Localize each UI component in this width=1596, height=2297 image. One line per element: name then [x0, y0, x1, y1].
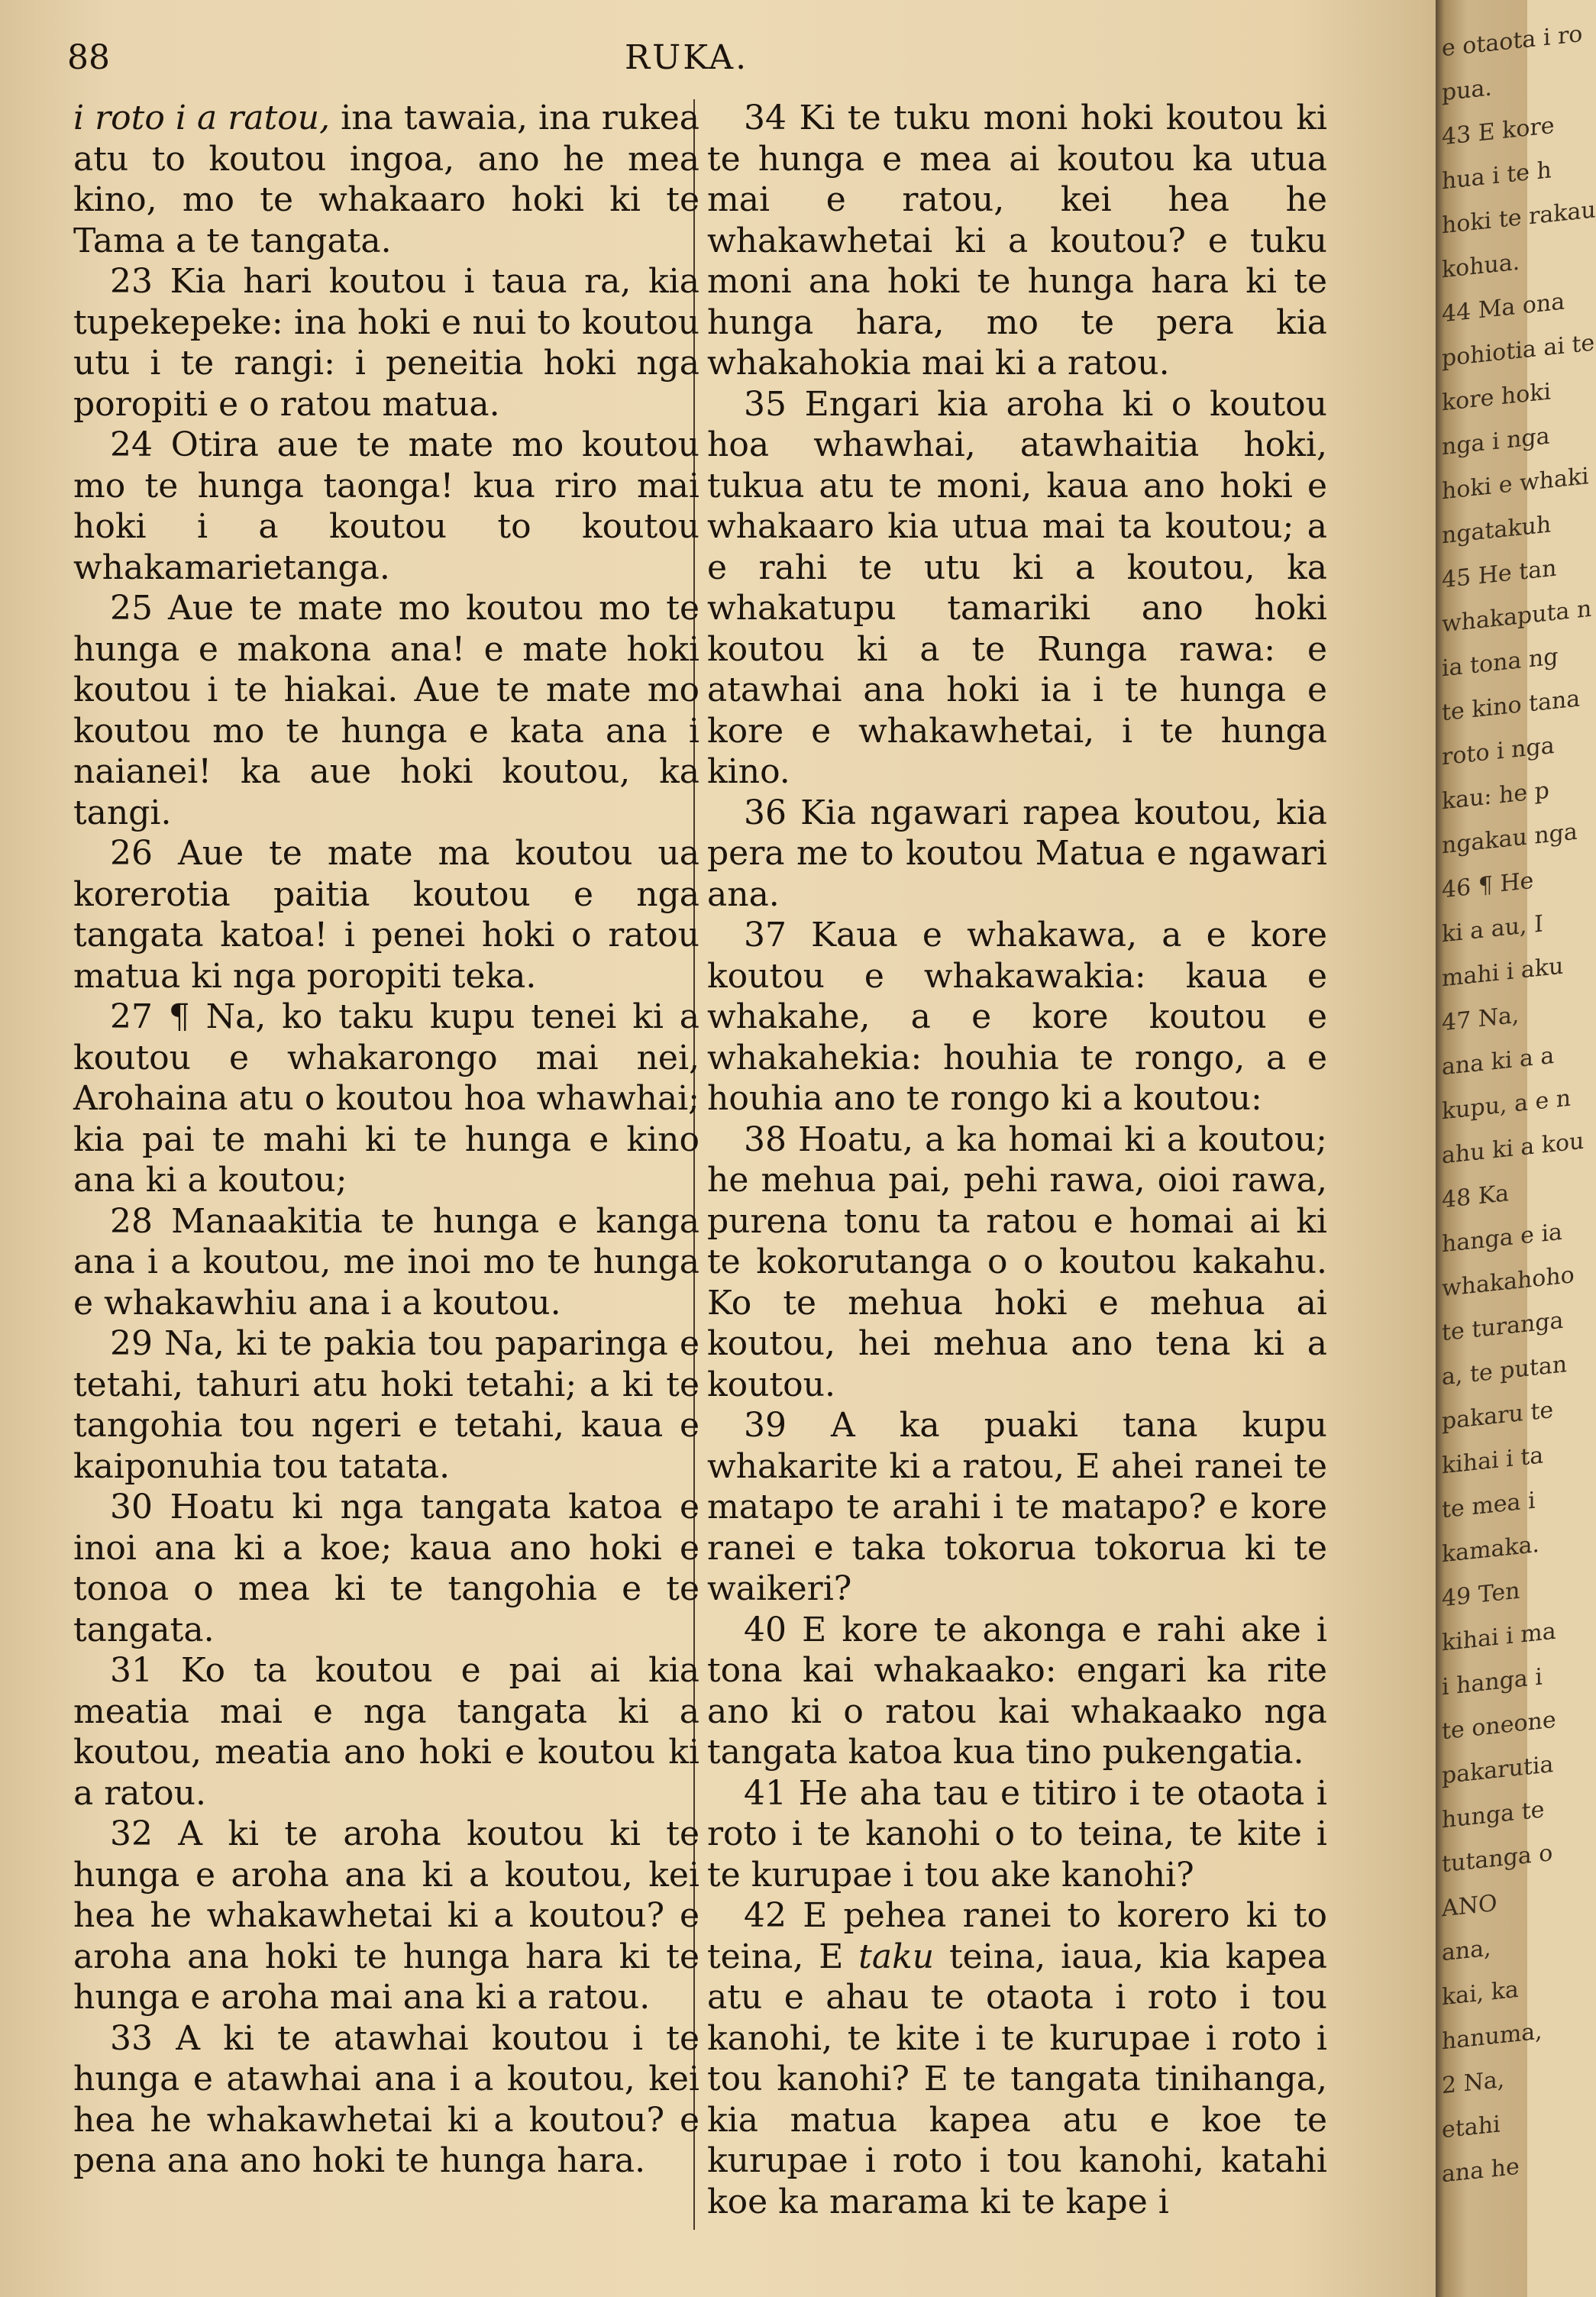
- facing-page-fragment: hanga e ia: [1442, 1218, 1562, 1258]
- facing-page-fragment: kore hoki: [1442, 378, 1552, 417]
- facing-page-fragment: whakaputa n: [1442, 595, 1592, 638]
- verse-27: 27 ¶ Na, ko taku kupu tenei ki a koutou e whakarongo mai nei, Arohaina atu o koutou hoa whawhai; kia pai te mahi ki te hunga e kino ana ki a koutou;: [73, 997, 699, 1200]
- verse-26: 26 Aue te mate ma koutou ua korerotia paitia koutou e nga tangata katoa! i penei hoki o ratou matua ki nga poropiti teka.: [73, 834, 699, 996]
- italic-phrase: i roto i a ratou,: [73, 99, 331, 137]
- left-column: [73, 98, 699, 2182]
- verse-40: 40 E kore te akonga e rahi ake i tona kai whakaako: engari ka rite ano ki o ratou kai whakaako nga tangata katoa kua tino pukengatia.: [707, 1610, 1327, 1772]
- verse-32: 32 A ki te aroha koutou ki te hunga e aroha ana ki a koutou, kei hea he whakawhetai ki a koutou? e aroha ana hoki te hunga hara ki te hunga e aroha mai ana ki a ratou.: [73, 1814, 699, 2017]
- verse-39: 39 A ka puaki tana kupu whakarite ki a ratou, E ahei ranei te matapo te arahi i te matapo? e kore ranei e taka tokorua tokorua ki te waikeri?: [707, 1406, 1327, 1608]
- verse-23: 23 Kia hari koutou i taua ra, kia tupekepeke: ina hoki e nui to koutou utu i te rangi: i peneitia hoki nga poropiti e o ratou matua.: [73, 262, 699, 424]
- verse-34: 34 Ki te tuku moni hoki koutou ki te hunga e mea ai koutou ka utua mai e ratou, kei hea he whakawhetai ki a koutou? e tuku moni ana hoki te hunga hara ki te hunga hara, mo te pera kia whakahokia mai ki a ratou.: [707, 99, 1327, 383]
- facing-page-fragment: 44 Ma ona: [1442, 288, 1565, 328]
- running-title: RUKA.: [625, 38, 749, 77]
- facing-page-fragment: ana he: [1442, 2153, 1520, 2189]
- facing-page-fragment: pakarutia: [1442, 1750, 1554, 1790]
- verse-25: 25 Aue te mate mo koutou mo te hunga e makona ana! e mate hoki koutou i te hiakai. Aue te mate mo koutou mo te hunga e kata ana i naianei! ka aue hoki koutou, ka tangi.: [73, 589, 699, 832]
- verse-text: 42 E pehea ranei to korero ki to teina, E: [707, 1896, 1327, 1976]
- facing-page-fragment: hoki e whaki: [1442, 463, 1589, 506]
- facing-page-fragment: ki a au, I: [1442, 910, 1543, 948]
- facing-page-fragment: kupu, a e n: [1442, 1084, 1572, 1126]
- facing-page-fragment: 48 Ka: [1442, 1180, 1510, 1214]
- facing-page-fragment: 43 E kore: [1442, 111, 1555, 151]
- facing-page-fragment: 45 He tan: [1442, 554, 1557, 594]
- facing-page-fragment: 46 ¶ He: [1442, 867, 1534, 904]
- verse-28: 28 Manaakitia te hunga e kanga ana i a koutou, me inoi mo te hunga e whakawhiu ana i a koutou.: [73, 1201, 699, 1323]
- verse-33: 33 A ki te atawhai koutou i te hunga e atawhai ana i a koutou, kei hea he whakawhetai ki a koutou? e pena ana ano hoki te hunga hara.: [73, 2018, 699, 2180]
- facing-page-fragment: ana ki a a: [1442, 1042, 1555, 1081]
- verse-29: 29 Na, ki te pakia tou paparinga e tetahi, tahuri atu hoki tetahi; a ki te tangohia tou ngeri e tetahi, kaua e kaiponuhia tou tatata.: [73, 1324, 699, 1486]
- verse-35: 35 Engari kia aroha ki o koutou hoa whawhai, atawhaitia hoki, tukua atu te moni, kaua ano hoki e whakaaro kia utua mai ta koutou; a e rahi te utu ki a koutou, ka whakatupu tamariki ano hoki koutou ki a te Runga rawa: e atawhai ana hoki ia i te hunga e kore e whakawhetai, i te hunga kino.: [707, 384, 1327, 791]
- right-column: [707, 98, 1327, 2222]
- facing-page-fragment: te oneone: [1442, 1706, 1556, 1746]
- facing-page-fragment: ana,: [1442, 1934, 1491, 1967]
- facing-page-fragment: tutanga o: [1442, 1840, 1553, 1879]
- facing-page-fragment: kau: he p: [1442, 777, 1549, 816]
- facing-page-fragment: 49 Ten: [1442, 1577, 1520, 1613]
- verse-30: 30 Hoatu ki nga tangata katoa e inoi ana ki a koe; kaua ano hoki e tonoa o mea ki te tangohia e te tangata.: [73, 1488, 699, 1649]
- facing-page-fragment: te mea i: [1442, 1487, 1536, 1524]
- facing-page-fragment: kamaka.: [1442, 1530, 1539, 1568]
- facing-page-fragment: e otaota i ro: [1442, 20, 1583, 63]
- italic-word: taku: [858, 1937, 935, 1976]
- facing-page-fragment: 2 Na,: [1442, 2066, 1505, 2100]
- facing-page-fragment: ahu ki a kou: [1442, 1127, 1585, 1170]
- facing-page-fragment: ngakau nga: [1442, 818, 1578, 860]
- page-number: 88: [67, 38, 110, 77]
- facing-page-fragment: hanuma,: [1442, 2018, 1543, 2056]
- facing-page-fragment: kohua.: [1442, 248, 1520, 284]
- page-header: [67, 38, 1329, 84]
- verse-38: 38 Hoatu, a ka homai ki a koutou; he mehua pai, pehi rawa, oioi rawa, purena tonu ta ratou e homai ai ki te kokorutanga o o koutou kakahu. Ko te mehua hoki e mehua ai koutou, hei mehua ano tena ki a koutou.: [707, 1119, 1327, 1404]
- verse-36: 36 Kia ngawari rapea koutou, kia pera me to koutou Matua e ngawari ana.: [707, 793, 1327, 914]
- facing-page-fragment: i hanga i: [1442, 1663, 1543, 1701]
- facing-page-fragment: kai, ka: [1442, 1976, 1519, 2011]
- verse-22-continuation: [73, 98, 699, 261]
- facing-page-fragment: pakaru te: [1442, 1396, 1554, 1436]
- facing-page-fragment: pohiotia ai te: [1442, 329, 1595, 373]
- verse-text: ina tawaia, ina rukea atu to koutou ingoa, ano he mea kino, mo te whakaaro hoki ki te Tama a te tangata.: [73, 99, 700, 260]
- verse-24: 24 Otira aue te mate mo koutou mo te hunga taonga! kua riro mai hoki i a koutou to koutou whakamarietanga.: [73, 425, 699, 587]
- facing-page-fragment: kihai i ta: [1442, 1442, 1544, 1480]
- facing-page-fragment: nga i nga: [1442, 422, 1550, 461]
- verse-31: 31 Ko ta koutou e pai ai kia meatia mai e nga tangata ki a koutou, meatia ano hoki e koutou ki a ratou.: [73, 1651, 699, 1813]
- facing-page-fragment: hoki te rakau: [1442, 196, 1596, 240]
- facing-page-fragment: kihai i ma: [1442, 1617, 1556, 1657]
- facing-page-fragment: ngatakuh: [1442, 511, 1552, 550]
- facing-page-fragment: whakahoho: [1442, 1262, 1575, 1303]
- verse-37: 37 Kaua e whakawa, a e kore koutou e whakawakia: kaua e whakahe, a e kore koutou e whakahekia: houhia te rongo, a e houhia ano te rongo ki a koutou:: [707, 916, 1327, 1118]
- facing-page-edge: [1436, 0, 1596, 2297]
- verse-41: 41 He aha tau e titiro i te otaota i roto i te kanohi o to teina, te kite i te kurupae i tou ake kanohi?: [707, 1773, 1327, 1895]
- facing-page-fragment: roto i nga: [1442, 732, 1555, 771]
- facing-page-fragment: etahi: [1442, 2111, 1501, 2144]
- facing-page-fragment: ia tona ng: [1442, 643, 1559, 683]
- facing-page-fragment: ANO: [1442, 1889, 1497, 1923]
- facing-page-fragment: a, te putan: [1442, 1351, 1568, 1391]
- verse-text: teina, iaua, kia kapea atu e ahau te otaota i roto i tou kanohi, te kite i te kurupae i roto i tou kanohi? E te tangata tinihanga, kia matua kapea atu e koe te kurupae i roto i tou kanohi, katahi koe ka marama ki te kape i: [707, 1937, 1327, 2221]
- facing-page-fragment: te kino tana: [1442, 685, 1581, 727]
- facing-page-fragment: te turanga: [1442, 1307, 1564, 1347]
- verse-42: [707, 1895, 1327, 2222]
- facing-page-fragment: mahi i aku: [1442, 952, 1564, 993]
- facing-page-fragment: 47 Na,: [1442, 1001, 1520, 1037]
- facing-page-fragment: hua i te h: [1442, 157, 1552, 195]
- facing-page-fragment: hunga te: [1442, 1796, 1545, 1834]
- facing-page-fragment: pua.: [1442, 74, 1492, 107]
